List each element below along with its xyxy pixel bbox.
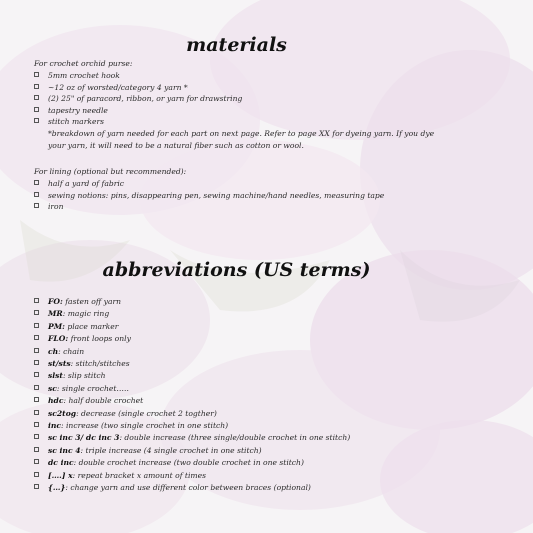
materials-list [34, 70, 434, 151]
list-item: inc: increase (two single crochet in one stitch) [34, 420, 350, 432]
abbreviations-heading: abbreviations (US terms) [102, 259, 371, 281]
checkbox-bullet-icon [34, 348, 39, 353]
list-item: FO: fasten off yarn [34, 296, 350, 308]
list-item: st/sts: stitch/stitches [34, 358, 350, 370]
lining-intro: For lining (optional but recommended): [34, 167, 187, 176]
list-item: slst: slip stitch [34, 370, 350, 382]
lining-list [34, 178, 384, 213]
checkbox-bullet-icon [34, 298, 39, 303]
materials-heading: materials [186, 34, 287, 56]
checkbox-bullet-icon [34, 372, 39, 377]
list-item: {…}: change yarn and use different color between braces (optional) [34, 482, 350, 494]
checkbox-bullet-icon [34, 410, 39, 415]
checkbox-bullet-icon [34, 447, 39, 452]
abbreviations-list [34, 296, 350, 495]
checkbox-bullet-icon [34, 335, 39, 340]
checkbox-bullet-icon [34, 118, 39, 123]
list-item: half a yard of fabric [34, 178, 384, 190]
checkbox-bullet-icon [34, 484, 39, 489]
materials-intro: For crochet orchid purse: [34, 59, 133, 68]
checkbox-bullet-icon [34, 434, 39, 439]
list-item: hdc: half double crochet [34, 395, 350, 407]
checkbox-bullet-icon [34, 385, 39, 390]
list-item: (2) 25" of paracord, ribbon, or yarn for drawstring [34, 93, 434, 105]
checkbox-bullet-icon [34, 459, 39, 464]
list-item: iron [34, 201, 384, 213]
list-item: sc2tog: decrease (single crochet 2 togther) [34, 408, 350, 420]
checkbox-bullet-icon [34, 180, 39, 185]
list-item: [….] x: repeat bracket x amount of times [34, 470, 350, 482]
checkbox-bullet-icon [34, 422, 39, 427]
checkbox-bullet-icon [34, 397, 39, 402]
list-item: PM: place marker [34, 321, 350, 333]
checkbox-bullet-icon [34, 310, 39, 315]
list-item: sewing notions: pins, disappearing pen, sewing machine/hand needles, measuring tape [34, 190, 384, 202]
checkbox-bullet-icon [34, 72, 39, 77]
yarn-note-line-2: your yarn, it will need to be a natural fiber such as cotton or wool. [48, 140, 304, 150]
list-item: ~12 oz of worsted/category 4 yarn * [34, 82, 434, 94]
checkbox-bullet-icon [34, 472, 39, 477]
checkbox-bullet-icon [34, 203, 39, 208]
list-item: sc: single crochet….. [34, 383, 350, 395]
list-item: sc inc 4: triple increase (4 single crochet in one stitch) [34, 445, 350, 457]
checkbox-bullet-icon [34, 323, 39, 328]
list-item: tapestry needle [34, 105, 434, 117]
checkbox-bullet-icon [34, 107, 39, 112]
list-item: MR: magic ring [34, 308, 350, 320]
checkbox-bullet-icon [34, 192, 39, 197]
checkbox-bullet-icon [34, 360, 39, 365]
checkbox-bullet-icon [34, 84, 39, 89]
list-item: dc inc: double crochet increase (two double crochet in one stitch) [34, 457, 350, 469]
list-item: 5mm crochet hook [34, 70, 434, 82]
list-item: ch: chain [34, 346, 350, 358]
yarn-note-line-1: *breakdown of yarn needed for each part on next page. Refer to page XX for dyeing yarn. If you dye [48, 128, 435, 138]
list-item: stitch markers *breakdown of yarn needed for each part on next page. Refer to page XX for dyeing yarn. If you dye your yarn, it will need to be a natural fiber such as cotton or wool. [34, 116, 434, 151]
checkbox-bullet-icon [34, 95, 39, 100]
list-item: sc inc 3/ dc inc 3: double increase (three single/double crochet in one stitch) [34, 432, 350, 444]
list-item: FLO: front loops only [34, 333, 350, 345]
